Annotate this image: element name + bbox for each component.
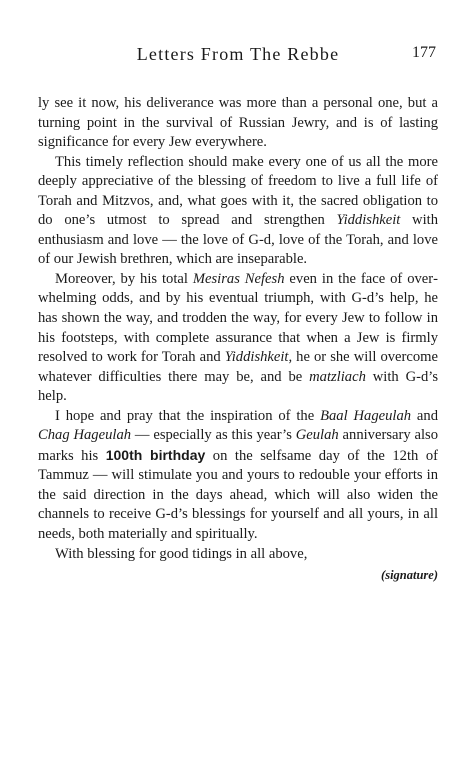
italic-term: Yiddishkeit, bbox=[224, 349, 293, 366]
bold-text: 100th birthday bbox=[105, 446, 206, 463]
text-run: even in the face of overwhelming odds, and by his eventual triumph, with G-d’s help, he has shown the way, and trodden the way, for every Jew to follow in his footsteps, with complete assurance that when a Jew is firmly resolved to work for Torah and bbox=[38, 270, 439, 366]
text-run: This timely reflection should make every one of us all the more deeply appreciative of the blessing of freedom to live a full life of Torah and Mitzvos, and, what goes with it, the sacred obligation to do one’s utmost to spread and strengthen bbox=[38, 153, 438, 229]
text-run: with enthusiasm and love — the love of G-d, love of the Torah, and love of our Jewish brethren, which are inseparable. bbox=[38, 212, 439, 268]
text-run: and bbox=[411, 407, 438, 424]
paragraph-1 bbox=[38, 94, 438, 153]
text-run: he or she will overcome whatever difficulties there may be, and be bbox=[38, 349, 438, 385]
text-run: I hope and pray that the inspiration of the bbox=[55, 407, 321, 424]
italic-term: Yiddishkeit bbox=[336, 212, 401, 229]
text-run: With blessing for good tidings in all above, bbox=[55, 545, 308, 562]
text-run: on the selfsame day of the 12th of Tammuz — will stimulate you and yours to redouble your efforts in the said direction in the days ahead, which will also widen the channels to receive G-d’s blessings for yourself and all yours, in all needs, both materially and spiritually. bbox=[38, 447, 438, 543]
text-run: anniversary also marks his bbox=[38, 427, 438, 464]
page-header bbox=[0, 44, 476, 68]
running-title: Letters From The Rebbe bbox=[136, 44, 340, 64]
text-run: Moreover, by his total bbox=[55, 270, 193, 287]
italic-term: Baal Hageulah bbox=[320, 407, 412, 424]
text-run: — especially as this year’s bbox=[131, 427, 296, 444]
letter-body bbox=[38, 94, 438, 586]
italic-term: Mesiras Nefesh bbox=[192, 270, 285, 287]
paragraph-4 bbox=[38, 407, 438, 545]
paragraph-2 bbox=[38, 153, 438, 270]
italic-term: matzliach bbox=[309, 368, 366, 385]
text-run: ly see it now, his deliverance was more than a personal one, but a turning point in the survival of Russian Jewry, and is of lasting significance for every Jew everywhere. bbox=[38, 95, 438, 151]
page-number: 177 bbox=[412, 44, 436, 61]
signature: (signature) bbox=[381, 568, 438, 583]
italic-term: Geulah bbox=[295, 427, 339, 444]
paragraph-3 bbox=[38, 270, 438, 407]
paragraph-5 bbox=[38, 545, 438, 565]
text-run: with G-d’s help. bbox=[38, 368, 438, 405]
italic-term: Chag Hageulah bbox=[38, 427, 132, 444]
